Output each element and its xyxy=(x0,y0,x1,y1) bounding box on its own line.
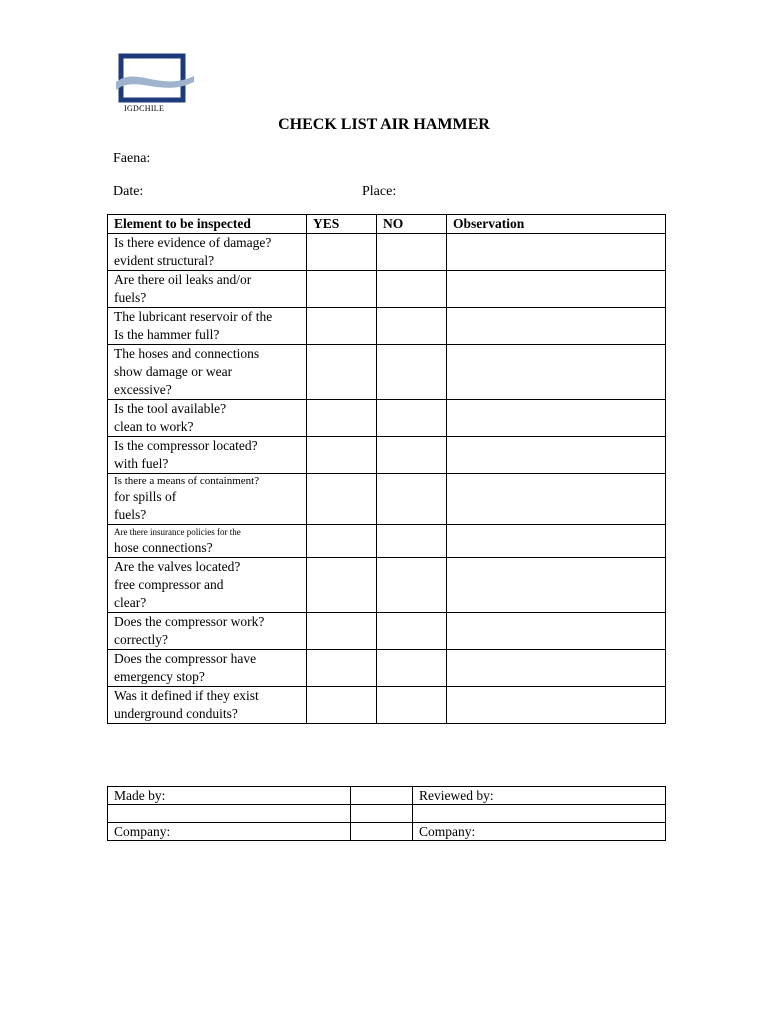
blank-cell[interactable] xyxy=(413,805,666,823)
question-line: evident structural? xyxy=(114,253,215,268)
observation-cell[interactable] xyxy=(447,474,666,525)
blank-cell[interactable] xyxy=(108,805,351,823)
question-line: clean to work? xyxy=(114,419,194,434)
question-line: Is there evidence of damage? xyxy=(114,235,272,250)
made-by-cell[interactable]: Made by: xyxy=(108,787,351,805)
table-row xyxy=(108,558,666,613)
question-line: Is the tool available? xyxy=(114,401,227,416)
yes-cell[interactable] xyxy=(307,234,377,271)
question-cell xyxy=(108,474,307,525)
question-line: fuels? xyxy=(114,290,147,305)
no-cell[interactable] xyxy=(377,650,447,687)
inspection-table xyxy=(107,214,666,724)
no-cell[interactable] xyxy=(377,271,447,308)
question-cell xyxy=(108,650,307,687)
reviewed-by-cell[interactable]: Reviewed by: xyxy=(413,787,666,805)
question-cell xyxy=(108,558,307,613)
no-cell[interactable] xyxy=(377,613,447,650)
question-line: Is there a means of containment? xyxy=(114,475,260,487)
question-cell xyxy=(108,400,307,437)
yes-cell[interactable] xyxy=(307,558,377,613)
yes-cell[interactable] xyxy=(307,474,377,525)
no-cell[interactable] xyxy=(377,345,447,400)
yes-cell[interactable] xyxy=(307,345,377,400)
observation-cell[interactable] xyxy=(447,687,666,724)
observation-cell[interactable] xyxy=(447,437,666,474)
question-cell xyxy=(108,234,307,271)
company-right-cell[interactable]: Company: xyxy=(413,823,666,841)
blank-cell[interactable] xyxy=(351,787,413,805)
question-line: Is the compressor located? xyxy=(114,438,258,453)
no-cell[interactable] xyxy=(377,687,447,724)
question-line: free compressor and xyxy=(114,577,224,592)
no-cell[interactable] xyxy=(377,474,447,525)
yes-cell[interactable] xyxy=(307,650,377,687)
table-row xyxy=(108,400,666,437)
page-title: CHECK LIST AIR HAMMER xyxy=(278,116,490,133)
header-yes: YES xyxy=(307,215,377,234)
question-cell xyxy=(108,687,307,724)
no-cell[interactable] xyxy=(377,234,447,271)
observation-cell[interactable] xyxy=(447,558,666,613)
question-line: fuels? xyxy=(114,507,147,522)
observation-cell[interactable] xyxy=(447,308,666,345)
signature-table xyxy=(107,786,666,841)
no-cell[interactable] xyxy=(377,525,447,558)
question-line: Does the compressor work? xyxy=(114,614,265,629)
yes-cell[interactable] xyxy=(307,308,377,345)
table-row xyxy=(108,345,666,400)
observation-cell[interactable] xyxy=(447,650,666,687)
question-line: excessive? xyxy=(114,382,172,397)
question-cell xyxy=(108,613,307,650)
table-row xyxy=(108,308,666,345)
question-line: underground conduits? xyxy=(114,706,238,721)
signature-row xyxy=(108,787,666,805)
question-cell xyxy=(108,271,307,308)
observation-cell[interactable] xyxy=(447,345,666,400)
table-row xyxy=(108,525,666,558)
table-row xyxy=(108,650,666,687)
yes-cell[interactable] xyxy=(307,613,377,650)
yes-cell[interactable] xyxy=(307,687,377,724)
table-row xyxy=(108,234,666,271)
place-label: Place: xyxy=(362,184,397,199)
observation-cell[interactable] xyxy=(447,525,666,558)
no-cell[interactable] xyxy=(377,400,447,437)
no-cell[interactable] xyxy=(377,308,447,345)
question-line: emergency stop? xyxy=(114,669,205,684)
header-element: Element to be inspected xyxy=(108,215,307,234)
question-cell xyxy=(108,345,307,400)
question-line: Is the hammer full? xyxy=(114,327,220,342)
question-line: hose connections? xyxy=(114,540,213,555)
yes-cell[interactable] xyxy=(307,525,377,558)
question-cell xyxy=(108,437,307,474)
question-line: Are there insurance policies for the xyxy=(114,527,241,537)
logo-text: IGDCHILE xyxy=(124,104,165,113)
question-cell xyxy=(108,308,307,345)
no-cell[interactable] xyxy=(377,437,447,474)
table-row xyxy=(108,613,666,650)
observation-cell[interactable] xyxy=(447,234,666,271)
question-line: show damage or wear xyxy=(114,364,233,379)
table-row xyxy=(108,271,666,308)
question-line: for spills of xyxy=(114,489,177,504)
question-line: Are the valves located? xyxy=(114,559,241,574)
blank-cell[interactable] xyxy=(351,823,413,841)
date-label: Date: xyxy=(113,184,144,199)
yes-cell[interactable] xyxy=(307,400,377,437)
faena-label: Faena: xyxy=(113,151,151,166)
question-line: correctly? xyxy=(114,632,168,647)
question-line: Was it defined if they exist xyxy=(114,688,259,703)
no-cell[interactable] xyxy=(377,558,447,613)
yes-cell[interactable] xyxy=(307,271,377,308)
table-header-row xyxy=(108,215,666,234)
question-line: Does the compressor have xyxy=(114,651,257,666)
question-cell xyxy=(108,525,307,558)
header-observation: Observation xyxy=(447,215,666,234)
table-row xyxy=(108,687,666,724)
observation-cell[interactable] xyxy=(447,613,666,650)
signature-row xyxy=(108,823,666,841)
question-line: The hoses and connections xyxy=(114,346,260,361)
table-row xyxy=(108,474,666,525)
question-line: clear? xyxy=(114,595,147,610)
company-left-cell[interactable]: Company: xyxy=(108,823,351,841)
table-row xyxy=(108,437,666,474)
question-line: The lubricant reservoir of the xyxy=(114,309,273,324)
signature-row xyxy=(108,805,666,823)
question-line: with fuel? xyxy=(114,456,169,471)
blank-cell[interactable] xyxy=(351,805,413,823)
observation-cell[interactable] xyxy=(447,271,666,308)
yes-cell[interactable] xyxy=(307,437,377,474)
observation-cell[interactable] xyxy=(447,400,666,437)
header-no: NO xyxy=(377,215,447,234)
question-line: Are there oil leaks and/or xyxy=(114,272,252,287)
